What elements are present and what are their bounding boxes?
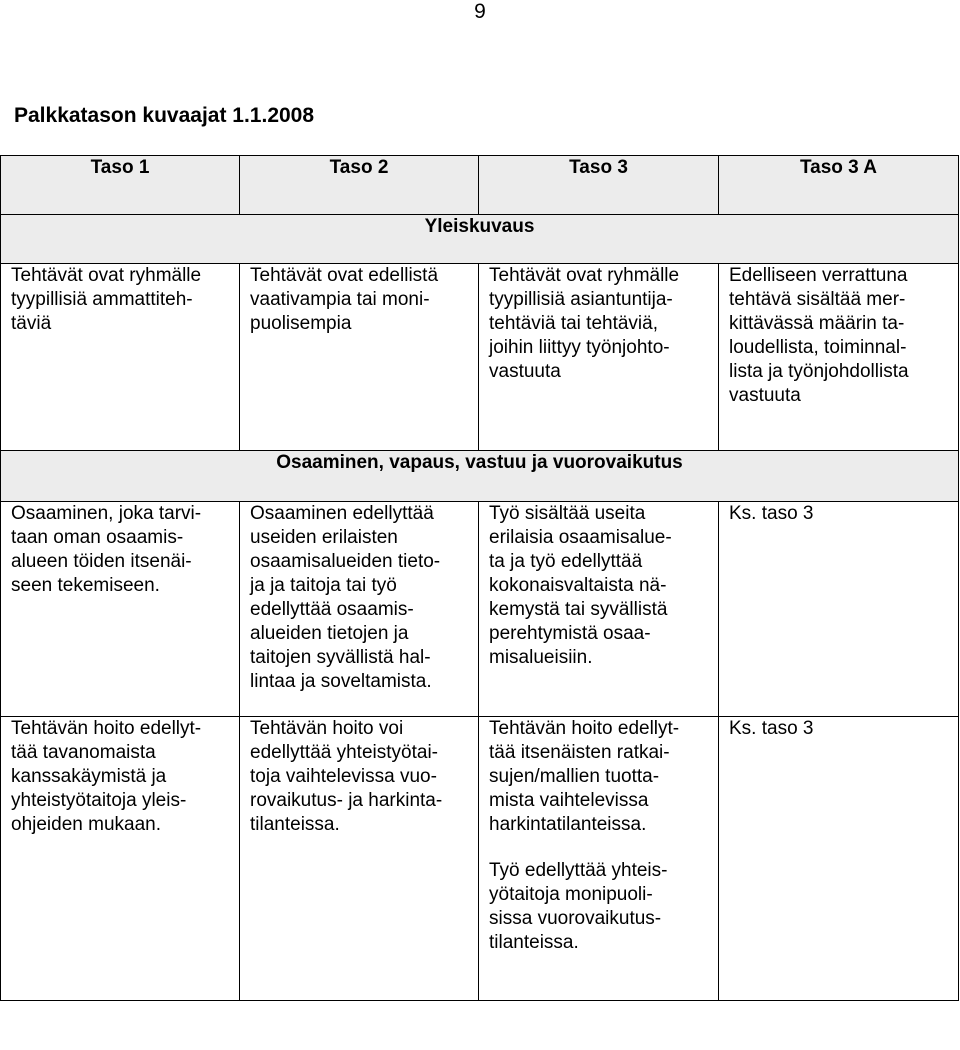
general-text-1: Tehtävät ovat ryhmälle tyypillisiä ammattiteh- täviä [11,265,202,334]
interaction-text-3a: Ks. taso 3 [729,718,814,739]
general-text-3: Tehtävät ovat ryhmälle tyypillisiä asiantuntija- tehtäviä tai tehtäviä, joihin liittyy työnjohto- vastuuta [489,265,680,382]
interaction-cell-1 [1,717,240,1001]
level-header-3a: Taso 3 A [719,156,959,215]
general-cell-1 [1,264,240,451]
interaction-row [1,717,959,1001]
section-row-competence [1,451,959,502]
page-number: 9 [474,0,486,23]
general-cell-3a [719,264,959,451]
general-text-2: Tehtävät ovat edellistä vaativampia tai moni- puolisempia [250,265,439,334]
level-header-2: Taso 2 [240,156,479,215]
interaction-text-1: Tehtävän hoito edellyt- tää tavanomaista kanssakäymistä ja yhteistyötaitoja yleis- ohjeiden mukaan. [11,718,202,835]
interaction-cell-3a [719,717,959,1001]
competence-cell-3a [719,502,959,717]
level-header-3: Taso 3 [479,156,719,215]
section-heading-competence: Osaaminen, vapaus, vastuu ja vuorovaikutus [1,451,959,502]
level-header-1: Taso 1 [1,156,240,215]
competence-text-3a: Ks. taso 3 [729,503,814,524]
general-cell-3 [479,264,719,451]
general-cell-2 [240,264,479,451]
competence-cell-2 [240,502,479,717]
interaction-text-3: Tehtävän hoito edellyt- tää itsenäisten ratkai- sujen/mallien tuotta- mista vaihtelevissa harkintatilanteissa. [489,718,680,835]
competence-text-1: Osaaminen, joka tarvi- taan oman osaamis- alueen töiden itsenäi- seen tekemiseen. [11,503,202,596]
level-description-table [0,155,959,1001]
competence-text-2: Osaaminen edellyttää useiden erilaisten osaamisalueiden tieto- ja ja taitoja tai työ edellyttää osaamis- alueiden tietojen ja taitojen syvällistä hal- lintaa ja soveltamista. [250,503,441,692]
section-row-general [1,215,959,264]
level-header-row [1,156,959,215]
general-description-row [1,264,959,451]
interaction-cell-2 [240,717,479,1001]
competence-cell-1 [1,502,240,717]
interaction-cell-3 [479,717,719,1001]
general-text-3a: Edelliseen verrattuna tehtävä sisältää mer- kittävässä määrin ta- loudellista, toiminnal- lista ja työnjohdollista vastuuta [729,265,909,406]
section-heading-general: Yleiskuvaus [1,215,959,264]
interaction-text-2: Tehtävän hoito voi edellyttää yhteistyötai- toja vaihtelevissa vuo- rovaikutus- ja harkinta- tilanteissa. [250,718,443,835]
competence-cell-3 [479,502,719,717]
document-title: Palkkatason kuvaajat 1.1.2008 [14,104,315,127]
interaction-text-3-extra: Työ edellyttää yhteis- yötaitoja monipuoli- sissa vuorovaikutus- tilanteissa. [489,860,668,953]
competence-text-3: Työ sisältää useita erilaisia osaamisalue- ta ja työ edellyttää kokonaisvaltaista nä- kemystä tai syvällistä perehtymistä osaa- misalueisiin. [489,503,672,668]
competence-row [1,502,959,717]
